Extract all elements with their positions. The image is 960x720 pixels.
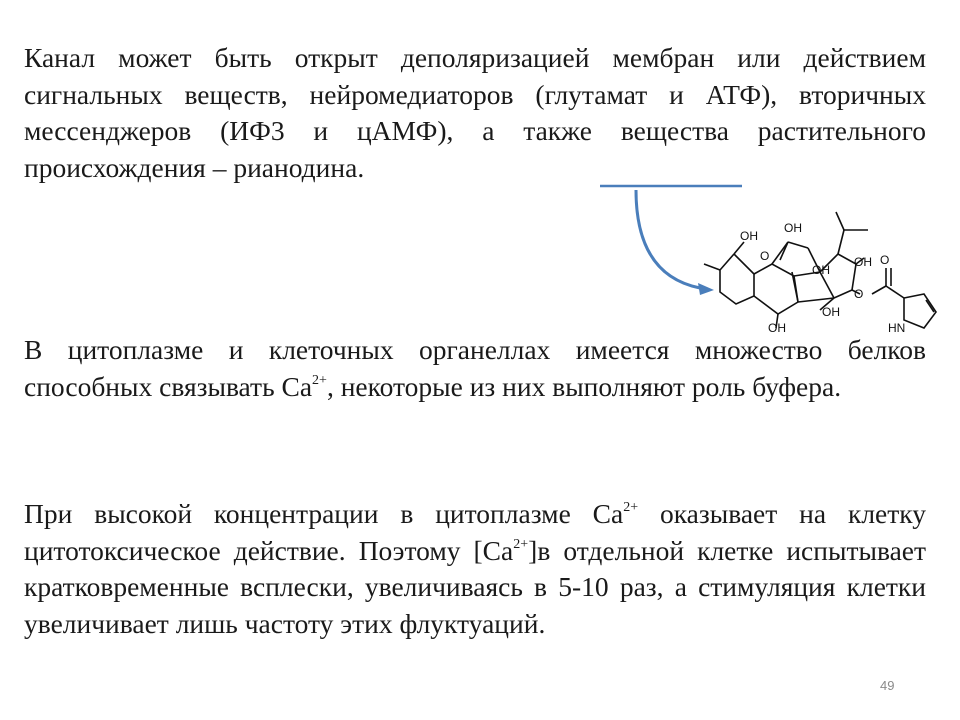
paragraph-channel-opening (24, 40, 926, 186)
label-o-3: O (880, 253, 890, 267)
page-number: 49 (880, 678, 895, 693)
ryanodine-word: рианодина (233, 151, 358, 183)
label-hn: HN (888, 321, 906, 335)
p2-superscript: 2+ (312, 372, 327, 388)
label-oh-4: OH (854, 255, 872, 269)
p3-superscript-b: 2+ (513, 536, 529, 552)
label-oh-1: OH (740, 229, 758, 243)
p3-text-b: оказывает на клетку цитотоксическое действие. Поэтому [Ca (24, 498, 926, 566)
p3-superscript-a: 2+ (623, 500, 639, 515)
p2-end: , некоторые из них выполняют роль буфера. (326, 370, 842, 402)
label-o-2: O (854, 287, 864, 301)
p1-end: . (357, 151, 365, 183)
label-o-1: O (760, 249, 770, 263)
label-oh-6: OH (768, 321, 786, 335)
p3-text-a: При высокой концентрации в цитоплазме Ca (24, 498, 624, 529)
p3-text-c: ]в отдельной клетке испытывает кратковременные всплески, увеличиваясь в 5-10 раз, а стимуляция клетки увеличивает лишь частоту этих флуктуаций. (24, 534, 927, 639)
p1-text: Канал может быть открыт деполяризацией мембран или действием сигнальных веществ, нейромедиаторов (глутамат и АТФ), вторичных мессенджеров (ИФ3 и цАМФ), а также вещества растительного происхождения – (24, 42, 926, 183)
paragraph-cytotoxic (24, 496, 926, 642)
ryanodine-structure (688, 202, 960, 340)
label-oh-2: OH (784, 221, 802, 235)
p2-text: В цитоплазме и клеточных органеллах имеется множество белков способных связывать Ca (24, 334, 926, 402)
label-oh-3: OH (812, 263, 830, 277)
label-oh-5: OH (822, 305, 840, 319)
paragraph-calcium-binding (24, 332, 926, 405)
